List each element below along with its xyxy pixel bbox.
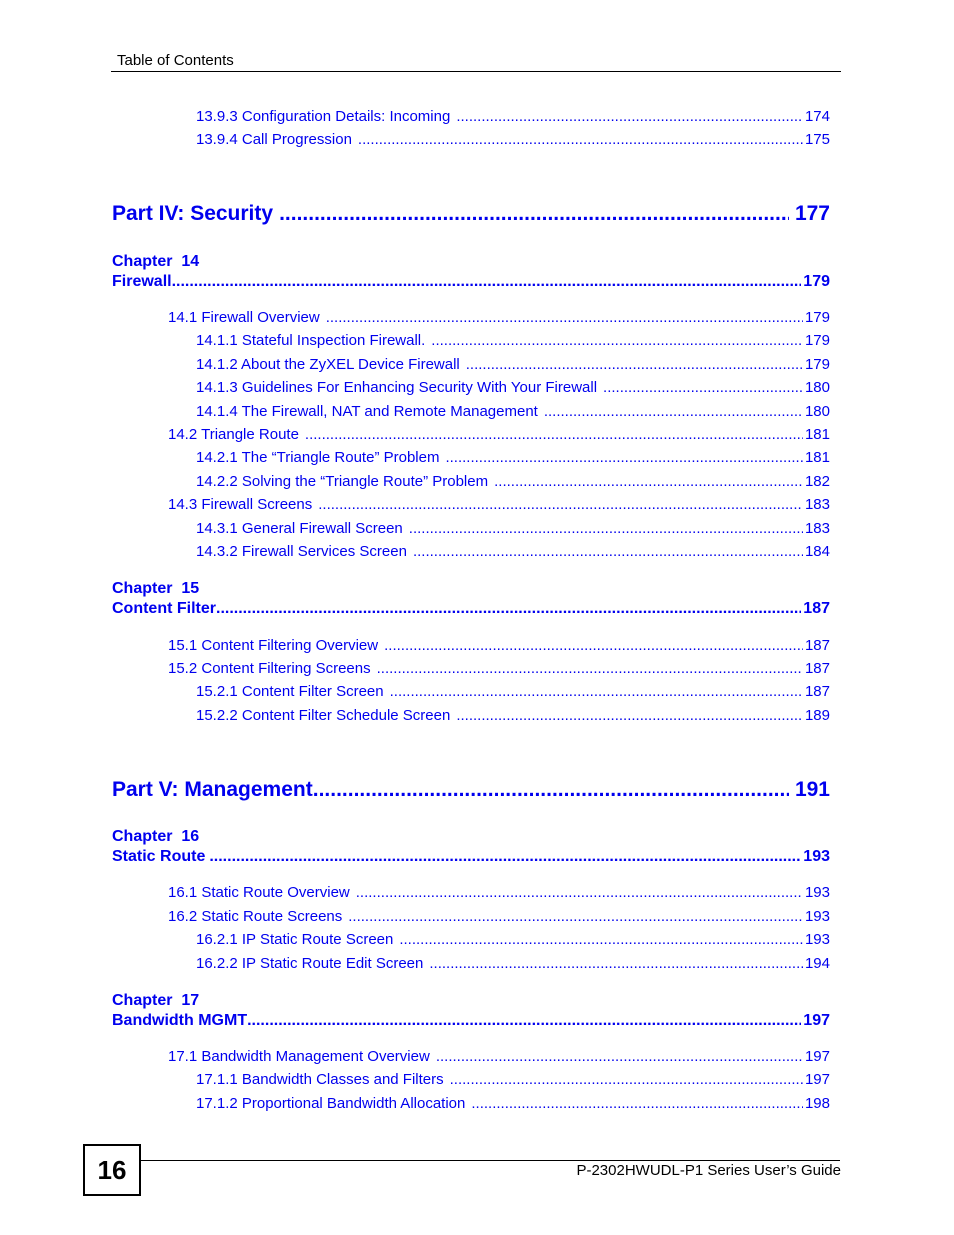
toc-entry-14-1-4[interactable] [196, 403, 830, 421]
dot-leader [390, 683, 803, 701]
toc-entry-page: 197 [804, 1071, 830, 1088]
toc-entry-16-2[interactable] [168, 908, 830, 926]
dot-leader [318, 496, 803, 514]
dot-leader [603, 379, 803, 397]
toc-entry-page: 184 [804, 543, 830, 560]
toc-entry-15-2-1[interactable] [196, 683, 830, 701]
toc-entry-14-3-2[interactable] [196, 543, 830, 561]
toc-entry-page: 180 [804, 379, 830, 396]
toc-part-title: Part V: Management [112, 778, 313, 801]
toc-entry-title: 14.2.1 The “Triangle Route” Problem [196, 449, 440, 466]
toc-entry-page: 187 [804, 637, 830, 654]
toc-chapter-page: 193 [803, 848, 830, 865]
toc-entry-page: 197 [804, 1048, 830, 1065]
dot-leader [413, 543, 803, 561]
dot-leader [209, 847, 801, 866]
toc-entry-title: 14.3 Firewall Screens [168, 496, 313, 513]
chapter-16-label[interactable]: Chapter 16 [112, 828, 200, 845]
footer-divider [139, 1160, 840, 1161]
toc-entry-14-1-1[interactable] [196, 332, 830, 350]
toc-entry-16-2-1[interactable] [196, 931, 830, 949]
toc-entry-page: 193 [804, 908, 830, 925]
toc-entry-title: 14.3.1 General Firewall Screen [196, 520, 403, 537]
dot-leader [305, 426, 803, 444]
dot-leader [494, 473, 803, 491]
toc-entry-title: 17.1 Bandwidth Management Overview [168, 1048, 430, 1065]
toc-entry-page: 183 [804, 496, 830, 513]
toc-entry-14-1[interactable] [168, 309, 830, 327]
toc-entry-title: 14.2 Triangle Route [168, 426, 299, 443]
page-number: 16 [97, 1154, 127, 1185]
toc-entry-17-1-2[interactable] [196, 1095, 830, 1113]
chapter-15-label[interactable]: Chapter 15 [112, 580, 200, 597]
toc-entry-page: 175 [804, 131, 830, 148]
toc-chapter-17[interactable] [112, 1011, 830, 1030]
toc-entry-title: 15.2 Content Filtering Screens [168, 660, 371, 677]
toc-chapter-page: 187 [803, 600, 830, 617]
dot-leader [456, 108, 803, 126]
toc-entry-title: 14.1.3 Guidelines For Enhancing Security With Your Firewall [196, 379, 598, 396]
dot-leader [326, 309, 803, 327]
toc-entry-title: 14.1 Firewall Overview [168, 309, 320, 326]
dot-leader [377, 660, 803, 678]
guide-title: P-2302HWUDL-P1 Series User’s Guide [576, 1162, 841, 1179]
toc-entry-title: 16.2 Static Route Screens [168, 908, 343, 925]
toc-entry-page: 179 [804, 332, 830, 349]
dot-leader [445, 449, 803, 467]
toc-entry-14-2-1[interactable] [196, 449, 830, 467]
dot-leader [544, 403, 803, 421]
toc-entry-title: 14.2.2 Solving the “Triangle Route” Problem [196, 473, 489, 490]
toc-entry-title: 17.1.2 Proportional Bandwidth Allocation [196, 1095, 466, 1112]
toc-entry-page: 179 [804, 356, 830, 373]
dot-leader [216, 599, 801, 618]
dot-leader [358, 131, 803, 149]
dot-leader [356, 884, 803, 902]
toc-chapter-title: Static Route [112, 848, 206, 865]
toc-entry-page: 193 [804, 884, 830, 901]
toc-entry-page: 187 [804, 660, 830, 677]
toc-entry-title: 14.1.4 The Firewall, NAT and Remote Management [196, 403, 538, 420]
toc-chapter-title: Content Filter [112, 600, 216, 617]
toc-entry-page: 193 [804, 931, 830, 948]
toc-entry-14-1-3[interactable] [196, 379, 830, 397]
dot-leader [279, 201, 789, 226]
running-header: Table of Contents [117, 52, 234, 69]
dot-leader [456, 707, 803, 725]
dot-leader [466, 356, 803, 374]
toc-entry-title: 16.1 Static Route Overview [168, 884, 350, 901]
toc-entry-14-1-2[interactable] [196, 356, 830, 374]
toc-entry-title: 16.2.1 IP Static Route Screen [196, 931, 394, 948]
toc-chapter-16[interactable] [112, 847, 830, 866]
dot-leader [436, 1048, 803, 1066]
dot-leader [450, 1071, 803, 1089]
dot-leader [471, 1095, 803, 1113]
dot-leader [399, 931, 803, 949]
toc-entry-title: 14.3.2 Firewall Services Screen [196, 543, 407, 560]
toc-entry-title: 13.9.3 Configuration Details: Incoming [196, 108, 451, 125]
dot-leader [172, 272, 802, 291]
toc-part-v[interactable] [112, 777, 830, 802]
toc-part-title: Part IV: Security [112, 202, 274, 225]
page-number-box [83, 1144, 141, 1196]
toc-entry-15-1[interactable] [168, 637, 830, 655]
toc-entry-14-2[interactable] [168, 426, 830, 444]
toc-entry-title: 13.9.4 Call Progression [196, 131, 352, 148]
header-divider [111, 71, 841, 72]
toc-entry-17-1-1[interactable] [196, 1071, 830, 1089]
toc-chapter-title: Bandwidth MGMT [112, 1012, 248, 1029]
toc-entry-page: 183 [804, 520, 830, 537]
toc-entry-title: 15.2.1 Content Filter Screen [196, 683, 384, 700]
toc-entry-17-1[interactable] [168, 1048, 830, 1066]
toc-chapter-title: Firewall [112, 273, 172, 290]
toc-entry-13-9-4[interactable] [196, 131, 830, 149]
toc-entry-page: 181 [804, 426, 830, 443]
dot-leader [431, 332, 803, 350]
toc-chapter-14[interactable] [112, 272, 830, 291]
toc-entry-14-3[interactable] [168, 496, 830, 514]
chapter-14-label[interactable]: Chapter 14 [112, 253, 200, 270]
toc-chapter-15[interactable] [112, 599, 830, 618]
toc-entry-page: 198 [804, 1095, 830, 1112]
toc-entry-title: 14.1.2 About the ZyXEL Device Firewall [196, 356, 460, 373]
dot-leader [429, 955, 803, 973]
toc-chapter-page: 179 [803, 273, 830, 290]
toc-entry-title: 15.1 Content Filtering Overview [168, 637, 379, 654]
toc-entry-16-2-2[interactable] [196, 955, 830, 973]
toc-entry-page: 189 [804, 707, 830, 724]
toc-entry-14-2-2[interactable] [196, 473, 830, 491]
toc-part-iv[interactable] [112, 201, 830, 226]
dot-leader [409, 520, 803, 538]
dot-leader [348, 908, 803, 926]
toc-entry-page: 179 [804, 309, 830, 326]
toc-chapter-page: 197 [803, 1012, 830, 1029]
toc-entry-page: 187 [804, 683, 830, 700]
toc-entry-page: 180 [804, 403, 830, 420]
toc-entry-16-1[interactable] [168, 884, 830, 902]
toc-entry-15-2-2[interactable] [196, 707, 830, 725]
toc-entry-page: 174 [804, 108, 830, 125]
dot-leader [313, 777, 789, 802]
toc-part-page: 177 [794, 202, 830, 225]
toc-entry-15-2[interactable] [168, 660, 830, 678]
toc-entry-title: 15.2.2 Content Filter Schedule Screen [196, 707, 451, 724]
toc-entry-title: 14.1.1 Stateful Inspection Firewall. [196, 332, 426, 349]
chapter-17-label[interactable]: Chapter 17 [112, 992, 200, 1009]
toc-entry-title: 16.2.2 IP Static Route Edit Screen [196, 955, 424, 972]
toc-entry-14-3-1[interactable] [196, 520, 830, 538]
toc-part-page: 191 [794, 778, 830, 801]
toc-entry-title: 17.1.1 Bandwidth Classes and Filters [196, 1071, 444, 1088]
toc-entry-page: 181 [804, 449, 830, 466]
toc-entry-page: 194 [804, 955, 830, 972]
dot-leader [384, 637, 803, 655]
dot-leader [247, 1011, 801, 1030]
toc-entry-page: 182 [804, 473, 830, 490]
toc-entry-13-9-3[interactable] [196, 108, 830, 126]
